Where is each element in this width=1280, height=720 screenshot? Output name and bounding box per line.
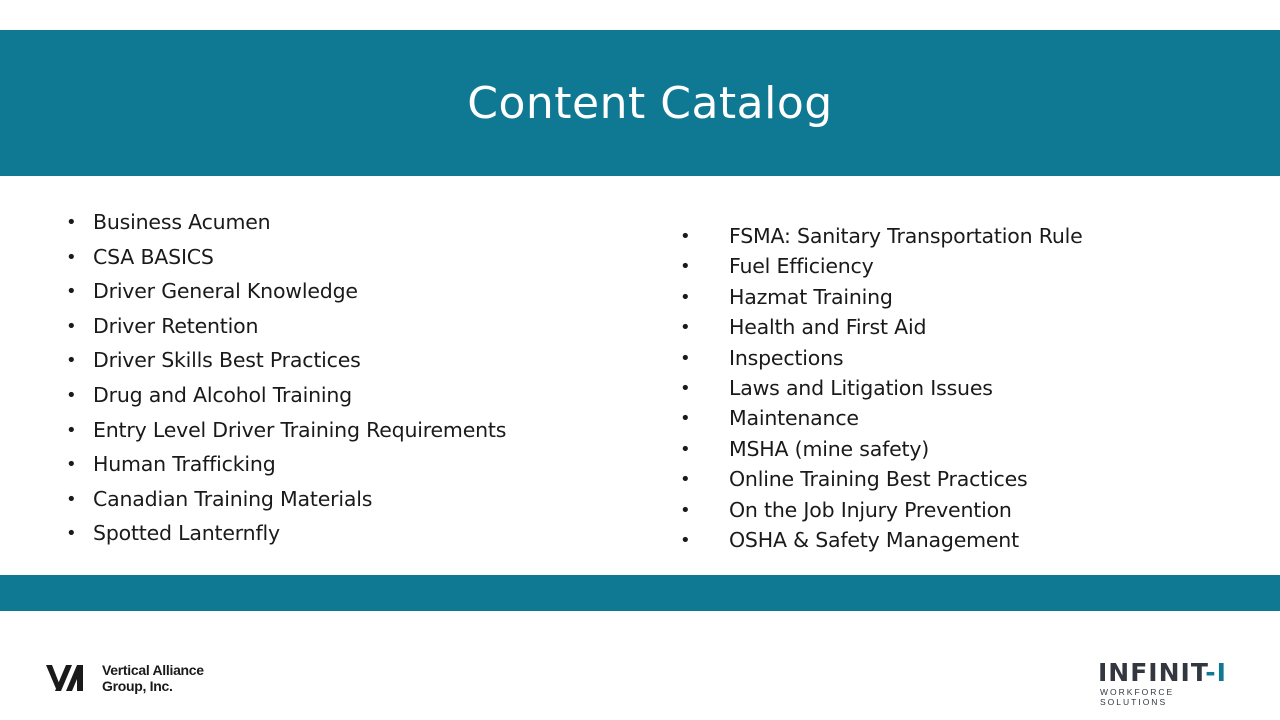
list-item-label: Fuel Efficiency [729,254,874,279]
bullet-icon: • [66,281,77,303]
footer-banner [0,575,1280,611]
right-topic-list [680,221,1083,555]
list-item-label: Online Training Best Practices [729,467,1028,492]
list-item-label: Entry Level Driver Training Requirements [93,417,507,442]
list-item [680,373,1083,403]
list-item [66,378,506,413]
list-item [680,434,1083,464]
bullet-icon: • [680,377,691,399]
list-item [680,221,1083,251]
list-item-label: CSA BASICS [93,244,214,269]
bullet-icon: • [680,438,691,460]
list-item [680,343,1083,373]
brand-tagline: WORKFORCE SOLUTIONS [1100,687,1175,707]
slide-title: Content Catalog [467,77,833,129]
list-item [66,516,506,551]
left-topic-list [66,205,506,551]
list-item [680,525,1083,555]
list-item-label: Driver General Knowledge [93,279,358,304]
list-item-label: FSMA: Sanitary Transportation Rule [729,224,1083,248]
infinit-i-logo [1098,660,1240,707]
bullet-icon: • [66,384,77,406]
title-banner [0,30,1280,176]
bullet-icon: • [66,350,77,372]
logo-text [102,662,204,694]
list-item-label: On the Job Injury Prevention [729,497,1012,522]
bullet-icon: • [680,286,691,308]
list-item-label: Business Acumen [93,210,271,234]
list-item-label: Driver Skills Best Practices [93,348,361,373]
vertical-alliance-logo [46,662,204,694]
bullet-icon: • [680,469,691,491]
bullet-icon: • [66,454,77,476]
logo-text-line2: Group, Inc. [102,678,173,694]
bullet-icon: • [680,529,691,551]
list-item [680,464,1083,494]
bullet-icon: • [680,226,691,247]
list-item [66,413,506,448]
list-item [680,282,1083,312]
list-item-label: Canadian Training Materials [93,486,373,511]
bullet-icon: • [680,256,691,278]
list-item [680,312,1083,342]
list-item-label: Drug and Alcohol Training [93,382,352,407]
bullet-icon: • [680,317,691,339]
list-item-label: Health and First Aid [729,315,927,340]
brand-main: INFINIT [1098,658,1206,687]
list-item [66,205,506,240]
bullet-icon: • [66,212,77,233]
bullet-icon: • [66,419,77,441]
list-item [66,482,506,517]
list-item-label: Laws and Litigation Issues [729,375,993,400]
brand-accent: -I [1205,658,1227,687]
list-item [66,309,506,344]
list-item-label: Inspections [729,345,844,370]
list-item [66,343,506,378]
brand-wordmark [1098,660,1240,686]
list-item [66,447,506,482]
bullet-icon: • [66,315,77,337]
bullet-icon: • [680,347,691,369]
bullet-icon: • [680,408,691,430]
bullet-icon: • [66,246,77,268]
list-item-label: Hazmat Training [729,284,893,309]
list-item [680,495,1083,525]
list-item-label: Maintenance [729,406,859,431]
va-monogram-icon [46,663,84,693]
list-item [680,251,1083,281]
bullet-icon: • [66,488,77,510]
list-item [66,274,506,309]
list-item-label: OSHA & Safety Management [729,527,1019,552]
list-item-label: MSHA (mine safety) [729,436,930,461]
list-item-label: Spotted Lanternfly [93,521,280,546]
bullet-icon: • [66,523,77,545]
logo-text-line1: Vertical Alliance [102,662,204,678]
list-item [66,240,506,275]
list-item-label: Driver Retention [93,313,259,338]
list-item [680,403,1083,433]
list-item-label: Human Trafficking [93,452,276,477]
bullet-icon: • [680,499,691,521]
